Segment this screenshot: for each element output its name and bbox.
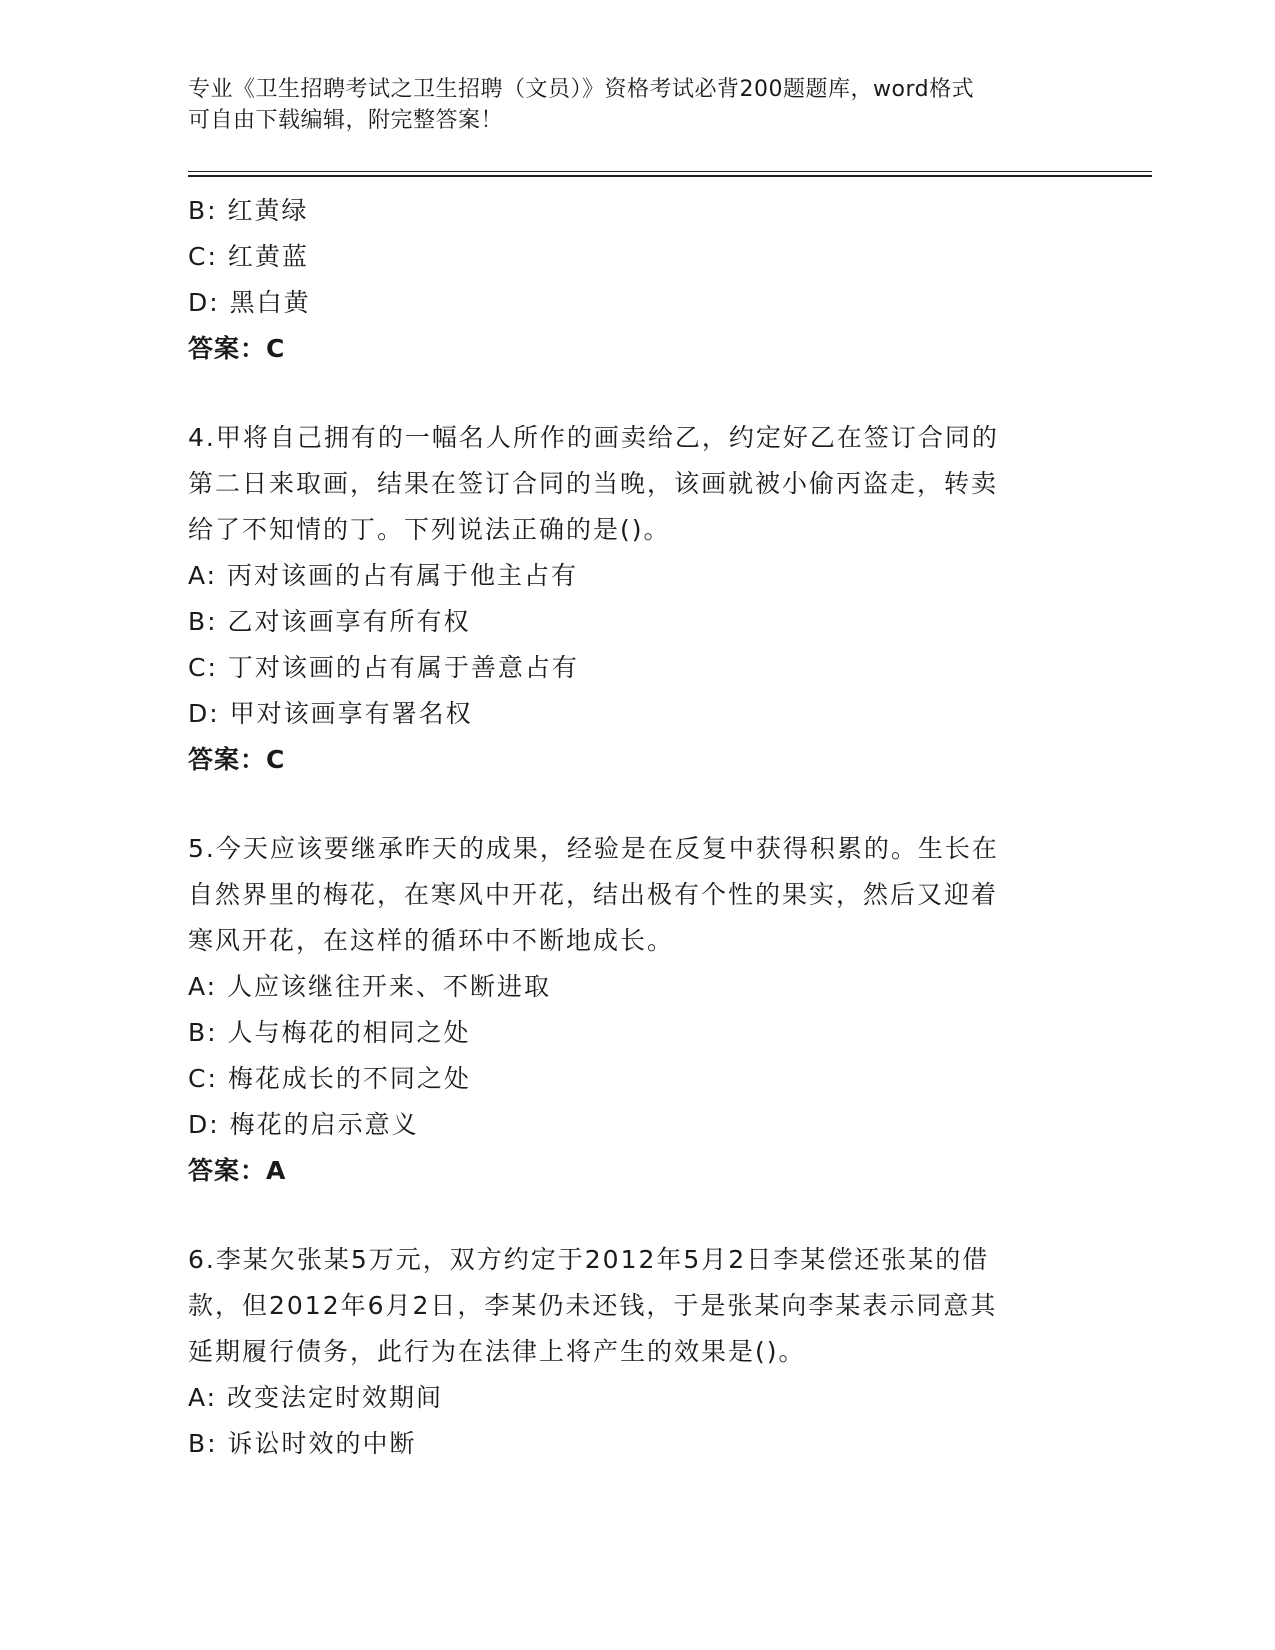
option-b: B: 乙对该画享有所有权: [188, 607, 471, 636]
option-d: D: 黑白黄: [188, 288, 311, 317]
answer: 答案：C: [188, 334, 286, 363]
question-list: [188, 188, 1088, 1467]
option-b: B: 诉讼时效的中断: [188, 1429, 417, 1458]
option-d: D: 梅花的启示意义: [188, 1110, 419, 1139]
question-text-line: 自然界里的梅花，在寒风中开花，结出极有个性的果实，然后又迎着: [188, 880, 999, 909]
header-divider-top: [188, 171, 1152, 172]
question-text-line: 5.今天应该要继承昨天的成果，经验是在反复中获得积累的。生长在: [188, 834, 999, 863]
question-4: [188, 415, 1088, 783]
question-6: [188, 1237, 1088, 1467]
answer: 答案：C: [188, 745, 286, 774]
option-c: C: 梅花成长的不同之处: [188, 1064, 471, 1093]
document-header: [188, 74, 1068, 136]
question-text-line: 4.甲将自己拥有的一幅名人所作的画卖给乙，约定好乙在签订合同的: [188, 423, 999, 452]
question-text-line: 给了不知情的丁。下列说法正确的是()。: [188, 515, 671, 544]
question-5: [188, 826, 1088, 1194]
header-line-1: 专业《卫生招聘考试之卫生招聘（文员）》资格考试必背200题题库，word格式: [188, 77, 975, 102]
question-text-line: 寒风开花，在这样的循环中不断地成长。: [188, 926, 675, 955]
spacer: [188, 783, 1088, 826]
option-b: B: 红黄绿: [188, 196, 309, 225]
option-d: D: 甲对该画享有署名权: [188, 699, 473, 728]
option-c: C: 红黄蓝: [188, 242, 309, 271]
question-text-line: 6.李某欠张某5万元，双方约定于2012年5月2日李某偿还张某的借: [188, 1245, 990, 1274]
question-text-line: 款，但2012年6月2日，李某仍未还钱，于是张某向李某表示同意其: [188, 1291, 998, 1320]
header-line-2: 可自由下载编辑，附完整答案！: [188, 108, 504, 133]
answer: 答案：A: [188, 1156, 287, 1185]
option-a: A: 改变法定时效期间: [188, 1383, 444, 1412]
spacer: [188, 1194, 1088, 1237]
option-a: A: 人应该继往开来、不断进取: [188, 972, 552, 1001]
option-b: B: 人与梅花的相同之处: [188, 1018, 471, 1047]
header-divider-bottom: [188, 175, 1152, 177]
option-c: C: 丁对该画的占有属于善意占有: [188, 653, 579, 682]
spacer: [188, 372, 1088, 415]
question-3-tail: [188, 188, 1088, 372]
question-text-line: 延期履行债务，此行为在法律上将产生的效果是()。: [188, 1337, 806, 1366]
question-text-line: 第二日来取画，结果在签订合同的当晚，该画就被小偷丙盗走，转卖: [188, 469, 999, 498]
option-a: A: 丙对该画的占有属于他主占有: [188, 561, 579, 590]
